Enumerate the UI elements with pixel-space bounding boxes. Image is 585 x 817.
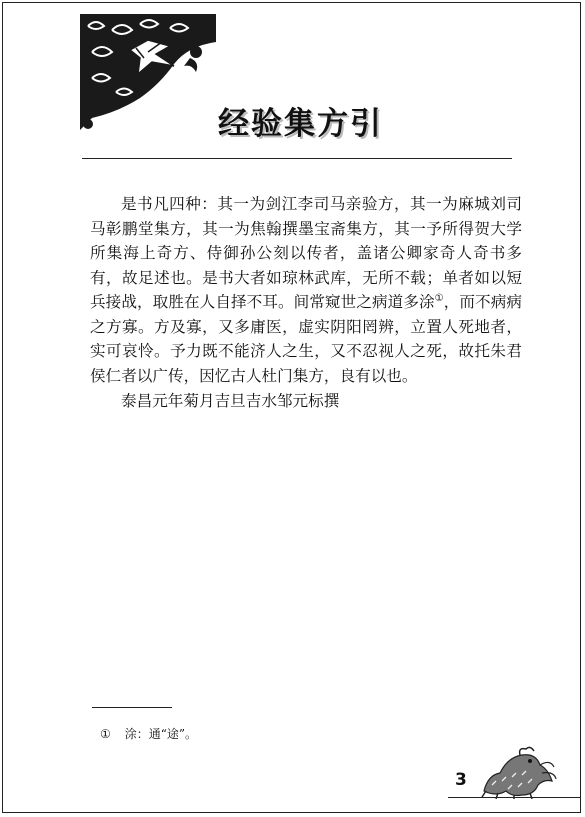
body-text — [90, 192, 522, 414]
page-title: 经验集方引 — [218, 106, 383, 142]
paragraph-1 — [90, 192, 522, 388]
footnote-mark: ① — [100, 727, 111, 741]
paragraph-1-part-a: 是书凡四种：其一为剑江李司马亲验方，其一为麻城刘司马彰鹏堂集方，其一为焦翰撰墨宝斋集方，其一予所得贺大学所集海上奇方、侍御孙公刻以传者，盖诸公卿家奇人奇书多有，故足述也。是书大者如琼林武库，无所不载；单者如以短兵接战，取胜在人自择不耳。间常窥世之病道多涂 — [90, 195, 522, 311]
paragraph-2-signature: 泰昌元年菊月吉旦吉水邹元标撰 — [121, 392, 340, 410]
title-divider — [82, 158, 512, 159]
footnote-reference[interactable]: ① — [434, 292, 444, 304]
paragraph-1-part-b: ，而不病病之方寡。方及寡，又多庸医，虚实阴阳罔辨，立置人死地者，实可哀怜。予力既不能济人之生，又不忍视人之死，故托朱君侯仁者以广传，因忆古人杜门集方，良有以也。 — [90, 293, 522, 385]
dragon-ornament-icon — [478, 745, 558, 799]
footnote-text: 涂：通“途”。 — [124, 727, 198, 741]
page-number: 3 — [455, 770, 467, 790]
footnote — [100, 725, 197, 742]
footnote-divider — [92, 707, 172, 708]
cloud-crane-ornament-icon — [78, 12, 218, 132]
